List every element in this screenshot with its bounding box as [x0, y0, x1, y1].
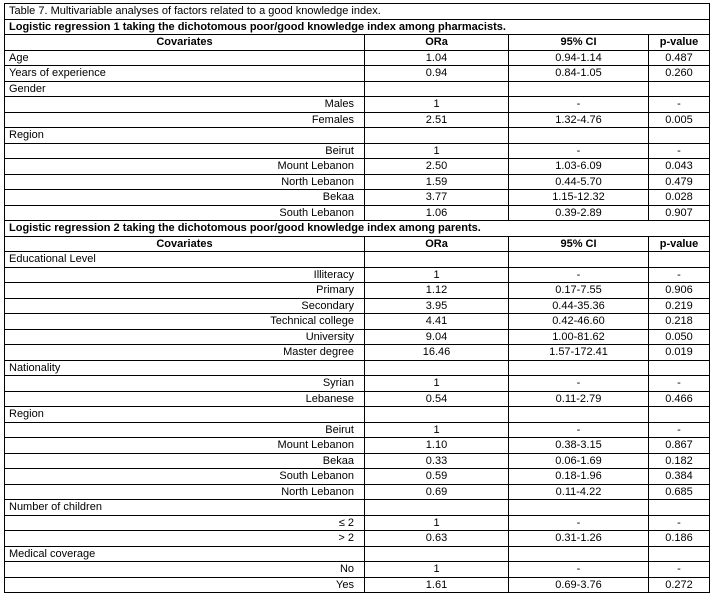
empty-cell — [649, 252, 710, 268]
table-row — [5, 298, 710, 314]
table-row — [5, 267, 710, 283]
p-value: 0.906 — [649, 283, 710, 299]
ci-value: - — [509, 143, 649, 159]
empty-cell — [649, 546, 710, 562]
section-heading: Logistic regression 2 taking the dichotomous poor/good knowledge index among parents. — [5, 221, 710, 237]
empty-cell — [509, 500, 649, 516]
ora-value: 1 — [365, 562, 509, 578]
table-row — [5, 143, 710, 159]
empty-cell — [365, 252, 509, 268]
ora-value: 2.50 — [365, 159, 509, 175]
table-row — [5, 97, 710, 113]
table-row — [5, 484, 710, 500]
category-label: Beirut — [5, 422, 365, 438]
ora-value: 0.63 — [365, 531, 509, 547]
ora-value: 1 — [365, 97, 509, 113]
category-label: Bekaa — [5, 190, 365, 206]
group-header-row — [5, 252, 710, 268]
ci-value: 0.84-1.05 — [509, 66, 649, 82]
p-value: 0.907 — [649, 205, 710, 221]
ci-value: - — [509, 422, 649, 438]
table-row — [5, 577, 710, 593]
p-value: 0.867 — [649, 438, 710, 454]
ci-value: 0.06-1.69 — [509, 453, 649, 469]
category-label: Illiteracy — [5, 267, 365, 283]
table-row — [5, 50, 710, 66]
p-value: - — [649, 267, 710, 283]
table-row — [5, 391, 710, 407]
category-label: Secondary — [5, 298, 365, 314]
p-value: - — [649, 376, 710, 392]
p-value: - — [649, 422, 710, 438]
group-header-row — [5, 81, 710, 97]
category-label: Mount Lebanon — [5, 159, 365, 175]
ora-value: 2.51 — [365, 112, 509, 128]
table-row — [5, 376, 710, 392]
ora-value: 16.46 — [365, 345, 509, 361]
multivariable-table — [4, 3, 710, 593]
table-row — [5, 422, 710, 438]
category-label: No — [5, 562, 365, 578]
ci-value: 0.39-2.89 — [509, 205, 649, 221]
covariate-label: Age — [5, 50, 365, 66]
p-value: 0.028 — [649, 190, 710, 206]
category-label: South Lebanon — [5, 205, 365, 221]
p-value: 0.019 — [649, 345, 710, 361]
ci-value: 0.44-5.70 — [509, 174, 649, 190]
ci-header: 95% CI — [509, 35, 649, 51]
ci-value: - — [509, 562, 649, 578]
ci-value: 0.31-1.26 — [509, 531, 649, 547]
ora-value: 1.04 — [365, 50, 509, 66]
category-label: ≤ 2 — [5, 515, 365, 531]
ci-value: 0.94-1.14 — [509, 50, 649, 66]
group-header-row — [5, 128, 710, 144]
ci-value: 0.44-35.36 — [509, 298, 649, 314]
section-heading: Logistic regression 1 taking the dichotomous poor/good knowledge index among pharmacists. — [5, 19, 710, 35]
ci-value: 1.03-6.09 — [509, 159, 649, 175]
p-value: 0.186 — [649, 531, 710, 547]
p-value: 0.479 — [649, 174, 710, 190]
ci-value: - — [509, 97, 649, 113]
table-row — [5, 174, 710, 190]
ora-value: 0.33 — [365, 453, 509, 469]
category-label: Yes — [5, 577, 365, 593]
covariates-header: Covariates — [5, 35, 365, 51]
group-header-row — [5, 546, 710, 562]
group-label: Gender — [5, 81, 365, 97]
ora-value: 0.59 — [365, 469, 509, 485]
empty-cell — [649, 360, 710, 376]
group-header-row — [5, 407, 710, 423]
ci-value: 0.38-3.15 — [509, 438, 649, 454]
ci-value: 0.11-4.22 — [509, 484, 649, 500]
group-label: Region — [5, 128, 365, 144]
ora-value: 1.06 — [365, 205, 509, 221]
empty-cell — [649, 407, 710, 423]
category-label: Mount Lebanon — [5, 438, 365, 454]
ora-value: 1.12 — [365, 283, 509, 299]
ora-value: 1 — [365, 267, 509, 283]
group-label: Region — [5, 407, 365, 423]
empty-cell — [365, 546, 509, 562]
p-value-header: p-value — [649, 35, 710, 51]
table-row — [5, 531, 710, 547]
section-heading-row — [5, 19, 710, 35]
empty-cell — [649, 128, 710, 144]
category-label: Beirut — [5, 143, 365, 159]
table-row — [5, 562, 710, 578]
table-row — [5, 515, 710, 531]
empty-cell — [509, 252, 649, 268]
category-label: > 2 — [5, 531, 365, 547]
category-label: Bekaa — [5, 453, 365, 469]
ora-value: 3.77 — [365, 190, 509, 206]
category-label: Females — [5, 112, 365, 128]
ora-value: 1 — [365, 376, 509, 392]
p-value: 0.218 — [649, 314, 710, 330]
ora-value: 1 — [365, 143, 509, 159]
group-label: Educational Level — [5, 252, 365, 268]
p-value: - — [649, 562, 710, 578]
empty-cell — [365, 407, 509, 423]
p-value: 0.050 — [649, 329, 710, 345]
p-value: 0.685 — [649, 484, 710, 500]
category-label: South Lebanon — [5, 469, 365, 485]
category-label: North Lebanon — [5, 174, 365, 190]
ora-header: ORa — [365, 236, 509, 252]
empty-cell — [365, 128, 509, 144]
empty-cell — [365, 500, 509, 516]
table-row — [5, 314, 710, 330]
empty-cell — [509, 360, 649, 376]
ci-value: 0.69-3.76 — [509, 577, 649, 593]
p-value: 0.487 — [649, 50, 710, 66]
column-header-row — [5, 236, 710, 252]
table-row — [5, 205, 710, 221]
p-value: - — [649, 515, 710, 531]
p-value: 0.272 — [649, 577, 710, 593]
empty-cell — [509, 128, 649, 144]
empty-cell — [509, 407, 649, 423]
p-value: 0.182 — [649, 453, 710, 469]
p-value: 0.043 — [649, 159, 710, 175]
p-value: 0.384 — [649, 469, 710, 485]
covariates-header: Covariates — [5, 236, 365, 252]
ora-value: 1.61 — [365, 577, 509, 593]
ora-value: 3.95 — [365, 298, 509, 314]
ci-value: 0.17-7.55 — [509, 283, 649, 299]
group-header-row — [5, 360, 710, 376]
ora-value: 0.94 — [365, 66, 509, 82]
table-row — [5, 453, 710, 469]
table-row — [5, 190, 710, 206]
table-row — [5, 112, 710, 128]
ci-value: 0.11-2.79 — [509, 391, 649, 407]
category-label: Technical college — [5, 314, 365, 330]
ora-value: 0.69 — [365, 484, 509, 500]
category-label: Primary — [5, 283, 365, 299]
table-row — [5, 283, 710, 299]
group-header-row — [5, 500, 710, 516]
ora-value: 1 — [365, 515, 509, 531]
table-row — [5, 329, 710, 345]
ci-value: 1.32-4.76 — [509, 112, 649, 128]
table-row — [5, 66, 710, 82]
p-value: 0.260 — [649, 66, 710, 82]
p-value: - — [649, 143, 710, 159]
p-value: 0.466 — [649, 391, 710, 407]
table-row — [5, 438, 710, 454]
empty-cell — [509, 81, 649, 97]
ora-header: ORa — [365, 35, 509, 51]
ci-value: - — [509, 267, 649, 283]
ci-value: 1.15-12.32 — [509, 190, 649, 206]
ora-value: 1.10 — [365, 438, 509, 454]
ci-value: 1.57-172.41 — [509, 345, 649, 361]
empty-cell — [365, 81, 509, 97]
section-heading-row — [5, 221, 710, 237]
ci-value: - — [509, 515, 649, 531]
table-title-row — [5, 4, 710, 20]
ci-value: 0.18-1.96 — [509, 469, 649, 485]
table-row — [5, 345, 710, 361]
ora-value: 0.54 — [365, 391, 509, 407]
category-label: Males — [5, 97, 365, 113]
group-label: Medical coverage — [5, 546, 365, 562]
empty-cell — [365, 360, 509, 376]
covariate-label: Years of experience — [5, 66, 365, 82]
column-header-row — [5, 35, 710, 51]
ci-header: 95% CI — [509, 236, 649, 252]
p-value: 0.005 — [649, 112, 710, 128]
ci-value: 0.42-46.60 — [509, 314, 649, 330]
ci-value: - — [509, 376, 649, 392]
ora-value: 4.41 — [365, 314, 509, 330]
table-row — [5, 159, 710, 175]
category-label: University — [5, 329, 365, 345]
category-label: Master degree — [5, 345, 365, 361]
p-value-header: p-value — [649, 236, 710, 252]
table-body — [5, 4, 710, 593]
p-value: 0.219 — [649, 298, 710, 314]
empty-cell — [649, 81, 710, 97]
group-label: Nationality — [5, 360, 365, 376]
category-label: Lebanese — [5, 391, 365, 407]
empty-cell — [509, 546, 649, 562]
ora-value: 1.59 — [365, 174, 509, 190]
p-value: - — [649, 97, 710, 113]
table-row — [5, 469, 710, 485]
group-label: Number of children — [5, 500, 365, 516]
ora-value: 9.04 — [365, 329, 509, 345]
ci-value: 1.00-81.62 — [509, 329, 649, 345]
ora-value: 1 — [365, 422, 509, 438]
table-title: Table 7. Multivariable analyses of factors related to a good knowledge index. — [5, 4, 710, 20]
empty-cell — [649, 500, 710, 516]
category-label: Syrian — [5, 376, 365, 392]
category-label: North Lebanon — [5, 484, 365, 500]
